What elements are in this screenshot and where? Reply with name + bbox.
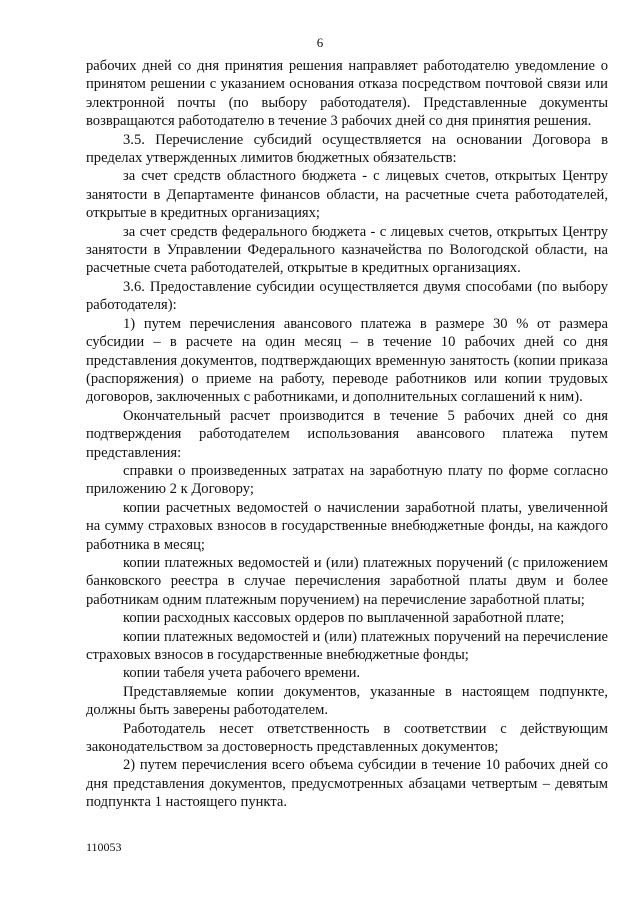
document-code: 110053 [86, 840, 122, 854]
paragraph: 3.5. Перечисление субсидий осуществляется на основании Договора в пределах утвержденных лимитов бюджетных обязательств: [86, 131, 608, 167]
document-body [86, 57, 608, 812]
paragraph: за счет средств областного бюджета - с лицевых счетов, открытых Центру занятости в Департаменте финансов области, на расчетные счета работодателей, открытые в кредитных организациях; [86, 168, 608, 222]
paragraph: 2) путем перечисления всего объема субсидии в течение 10 рабочих дней со дня представления документов, предусмотренных абзацами четвертым – девятым подпункта 1 настоящего пункта. [86, 757, 608, 811]
paragraph: Окончательный расчет производится в течение 5 рабочих дней со дня подтверждения работодателем использования авансового платежа путем представления: [86, 407, 608, 461]
paragraph: копии расходных кассовых ордеров по выплаченной заработной плате; [123, 610, 565, 627]
paragraph: копии расчетных ведомостей о начислении заработной платы, увеличенной на сумму страховых взносов в государственные внебюджетные фонды, на каждого работника в месяц; [86, 499, 608, 553]
paragraph: 3.6. Предоставление субсидии осуществляется двумя способами (по выбору работодателя): [86, 278, 608, 314]
page-number: 6 [316, 35, 324, 50]
paragraph: за счет средств федерального бюджета - с лицевых счетов, открытых Центру занятости в Управлении Федерального казначейства по Вологодской области, на расчетные счета работодателей, открытые в кредитных организациях. [86, 223, 608, 277]
paragraph: рабочих дней со дня принятия решения направляет работодателю уведомление о принятом решении с указанием основания отказа посредством почтовой связи или электронной почты (по выбору работодателя). Представленные документы возвращаются работодателю в течение 3 рабочих дней со дня принятия решения. [86, 58, 608, 130]
paragraph: копии табеля учета рабочего времени. [123, 665, 361, 682]
paragraph: 1) путем перечисления авансового платежа в размере 30 % от размера субсидии – в расчете на один месяц – в течение 10 рабочих дней со дня представления документов, подтверждающих временную занятость (копии приказа (распоряжения) о приеме на работу, переводе работников или копии трудовых договоров, заключенных с работниками, и дополнительных соглашений к ним). [86, 315, 608, 406]
paragraph: копии платежных ведомостей и (или) платежных поручений (с приложением банковского реестра в случае перечисления заработной платы двум и более работникам одним платежным поручением) на перечисление заработной платы; [86, 554, 608, 608]
paragraph: Представляемые копии документов, указанные в настоящем подпункте, должны быть заверены работодателем. [86, 683, 608, 719]
paragraph: справки о произведенных затратах на заработную плату по форме согласно приложению 2 к Договору; [86, 462, 608, 498]
paragraph: копии платежных ведомостей и (или) платежных поручений на перечисление страховых взносов в государственные внебюджетные фонды; [86, 628, 608, 663]
paragraph: Работодатель несет ответственность в соответствии с действующим законодательством за достоверность представленных документов; [86, 720, 608, 756]
